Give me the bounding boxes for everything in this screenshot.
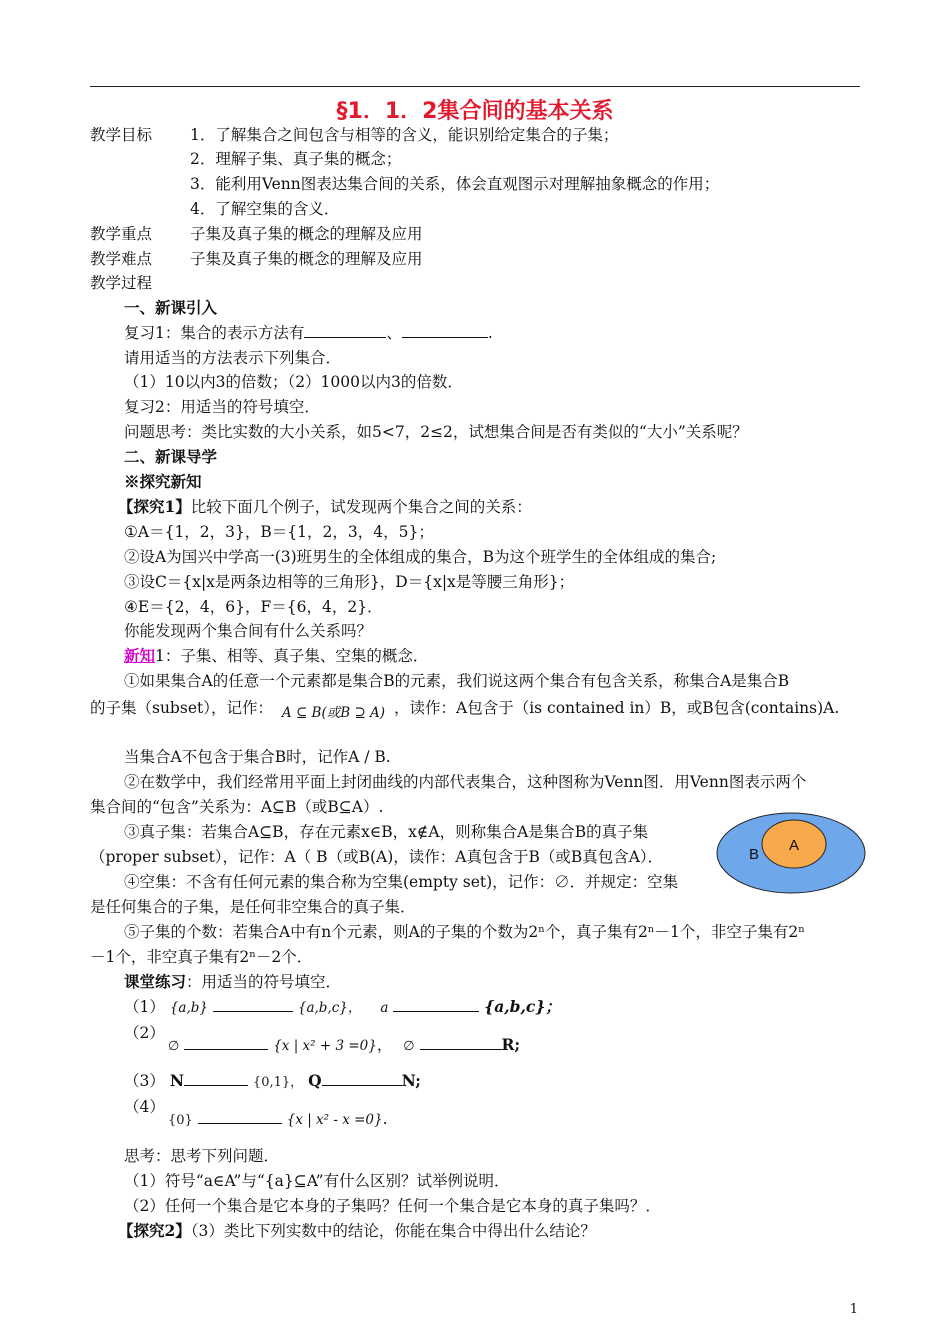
goals-label: 教学目标 [90,126,153,144]
practice-3-num: （3） [124,1072,165,1090]
practice-1 [124,996,561,1019]
practice-3-q: Q [308,1071,322,1090]
goal-item-4: 4．了解空集的含义． [190,200,340,218]
practice-4-body [168,1108,388,1132]
definition-5-b: －1个，非空真子集有2ⁿ－2个． [90,948,313,966]
example-question: 你能发现两个集合间有什么关系吗？ [124,622,373,640]
example-3: ③设C＝{x|x是两条边相等的三角形}，D＝{x|x是等腰三角形}； [124,573,575,591]
review-2: 复习2：用适当的符号填空． [124,398,320,416]
practice-4-set: {x | x² - x =0} [286,1112,383,1128]
definition-3-b: （proper subset），记作：A（ B（或B(A)，读作：A真包含于B（或B真包含A）． [90,848,664,866]
think-2: （2）任何一个集合是它本身的子集吗？任何一个集合是它本身的真子集吗？． [124,1197,661,1215]
review-1-sep: 、 [386,324,402,342]
practice-2-body [168,1034,520,1058]
explore-2-label: 【探究2】 [118,1221,191,1240]
goal-item-2: 2．理解子集、真子集的概念； [190,150,402,168]
explore-2 [118,1220,596,1242]
new-knowledge-text: 1：子集、相等、真子集、空集的概念． [155,647,429,665]
review-1-line-2: 请用适当的方法表示下列集合． [124,349,342,367]
practice-1-num: （1） [124,998,165,1016]
venn-label-b: B [748,846,760,863]
practice-label: 课堂练习 [124,972,187,991]
practice-3-blank-a [184,1071,248,1086]
section-1-heading: 一、新课引入 [124,298,218,317]
practice-text: ：用适当的符号填空． [186,973,342,991]
practice-2-r: R; [501,1035,521,1054]
definition-2-a: ②在数学中，我们经常用平面上封闭曲线的内部代表集合，这种图称为Venn图．用Venn图表示两个 [124,773,807,791]
subset-formula: A ⊆ B(或B ⊇ A) [281,705,386,721]
example-4: ④E＝{2，4，6}，F＝{6，4，2}． [124,598,383,616]
key-label: 教学重点 [90,225,153,243]
explore-1 [118,496,532,518]
process-label: 教学过程 [90,274,153,292]
explore-2-text: （3）类比下列实数中的结论，你能在集合中得出什么结论？ [190,1222,596,1240]
definition-1-c-text: ，读作：A包含于（is contained in）B，或B包含(contains)A. [394,699,840,717]
section-2-heading: 二、新课导学 [124,447,218,466]
practice-3-n: N [169,1071,184,1090]
example-1: ①A＝{1，2，3}，B＝{1，2，3，4，5}； [124,523,434,541]
difficulty-label: 教学难点 [90,250,153,268]
review-1 [124,322,493,344]
practice-3 [124,1070,421,1094]
practice-2-num: （2） [124,1024,165,1042]
practice-4 [124,1096,165,1118]
practice-2-empty-2: ∅ [403,1039,415,1054]
practice-1-left: {a,b} [169,1000,208,1016]
practice-2-comma: ， [376,1036,393,1054]
venn-diagram [716,812,866,894]
difficulty-text: 子集及真子集的概念的理解及应用 [190,250,423,268]
explore-1-label: 【探究1】 [118,497,191,516]
practice-4-blank [198,1109,282,1124]
key-text: 子集及真子集的概念的理解及应用 [190,225,423,243]
question-think: 问题思考：类比实数的大小关系，如5<7，2≤2，试想集合间是否有类似的“大小”关系呢？ [124,423,748,441]
new-knowledge [124,645,428,667]
practice-3-set: {0,1}， [252,1075,304,1090]
page-title: §1．1．2集合间的基本关系 [336,99,614,124]
practice-1-a: a [380,1000,389,1016]
practice-2-blank-b [420,1035,502,1050]
practice-2-blank-a [184,1035,268,1050]
practice-2-empty-1: ∅ [168,1039,180,1054]
explore-new-heading: ※探究新知 [124,472,202,491]
practice-4-num: （4） [124,1098,165,1116]
think-heading: 思考：思考下列问题． [124,1147,280,1165]
definition-4-a: ④空集：不含有任何元素的集合称为空集(empty set)，记作：∅．并规定：空集 [124,873,679,891]
explore-1-text: 比较下面几个例子，试发现两个集合之间的关系： [190,498,532,516]
definition-4-b: 是任何集合的子集，是任何非空集合的真子集． [90,898,416,916]
practice-1-blank-a [213,997,293,1012]
definition-1-a: ①如果集合A的任意一个元素都是集合B的元素，我们说这两个集合有包含关系，称集合A是集合B [124,672,790,690]
practice-heading [124,971,341,993]
review-1-end: . [487,324,493,342]
definition-1-d: 当集合A不包含于集合B时，记作A / B. [124,748,391,766]
goal-item-1: 1．了解集合之间包含与相等的含义，能识别给定集合的子集； [190,126,619,144]
new-knowledge-label: 新知 [124,646,156,665]
practice-2-set: {x | x² + 3 =0} [273,1038,377,1054]
definition-2-b: 集合间的“包含”关系为：A⊆B（或B⊆A）. [90,798,384,816]
review-1-blank-b [402,323,488,338]
practice-3-n2: N; [401,1071,421,1090]
review-1-blank-a [304,323,386,338]
definition-5-a: ⑤子集的个数：若集合A中有n个元素，则A的子集的个数为2ⁿ个，真子集有2ⁿ－1个，非空子集有2ⁿ [124,923,805,941]
page-number: 1 [849,1302,858,1317]
practice-4-end: . [382,1110,388,1128]
practice-1-blank-b [393,997,479,1012]
review-1-line-3: （1）10以内3的倍数；（2）1000以内3的倍数． [124,373,463,391]
review-1-text: 复习1：集合的表示方法有 [124,324,305,342]
practice-2 [124,1022,165,1044]
practice-1-mid: {a,b,c}， [297,1000,362,1016]
goal-item-3: 3．能利用Venn图表达集合间的关系，体会直观图示对理解抽象概念的作用； [190,175,720,193]
practice-4-left: {0} [168,1113,193,1128]
practice-1-right: {a,b,c}； [484,997,561,1016]
example-2: ②设A为国兴中学高一(3)班男生的全体组成的集合，B为这个班学生的全体组成的集合; [124,548,717,566]
practice-3-blank-b [322,1071,402,1086]
definition-1-b-text: 的子集（subset），记作： [90,699,273,717]
venn-label-a: A [788,837,800,854]
definition-1-b [90,697,839,720]
definition-3-a: ③真子集：若集合A⊆B，存在元素x∈B，x∉A，则称集合A是集合B的真子集 [124,823,649,841]
header-rule [90,86,860,87]
think-1: （1）符号“a∈A”与“{a}⊆A”有什么区别？试举例说明． [124,1172,510,1190]
